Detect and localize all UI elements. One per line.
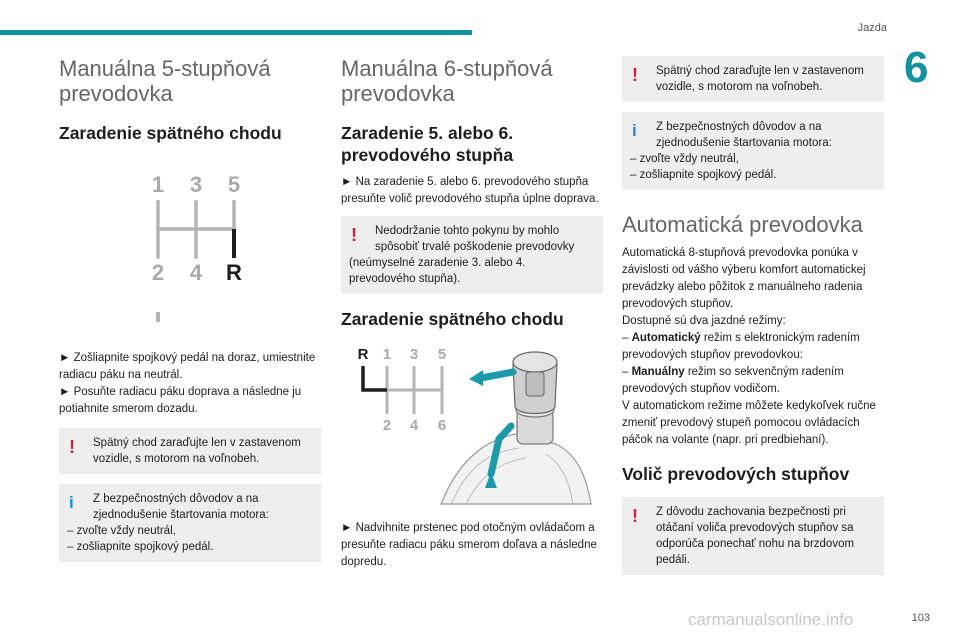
warning-text: Nedodržanie tohto pokynu by mohlo spôsobiť trvalé poškodenie prevodovky: [375, 225, 575, 253]
warning-note: [622, 497, 884, 575]
reverse-path: [363, 366, 387, 390]
mode-automatic: – Automatický režim s elektronickým radením prevodových stupňov prevodovkou:: [622, 332, 860, 361]
subheading-reverse: Zaradenie spätného chodu: [341, 309, 564, 329]
gear-label-4: 4: [409, 417, 419, 434]
subheading-selector: Volič prevodových stupňov: [622, 464, 850, 484]
gear-knob-illustration: [441, 352, 591, 504]
gear-label-4: 4: [189, 260, 203, 285]
gear-label-3: 3: [189, 172, 203, 197]
gear-label-1: 1: [382, 346, 392, 363]
subheading-reverse: Zaradenie spätného chodu: [59, 123, 282, 143]
chapter-number: 6: [904, 43, 929, 92]
section-title: Jazda: [857, 22, 887, 34]
info-text: Z bezpečnostných dôvodov a na zjednodušenie štartovania motora:: [93, 493, 269, 521]
info-note: [622, 112, 884, 190]
info-list-item: – zvoľte vždy neutrál,: [630, 153, 739, 165]
warning-icon: !: [351, 225, 357, 245]
gear-label-5: 5: [227, 172, 241, 197]
modes-intro: Dostupné sú dva jazdné režimy:: [622, 315, 786, 327]
step-5th-6th: ► Na zaradenie 5. alebo 6. prevodového stupňa presuňte volič prevodového stupňa úplne doprava.: [341, 176, 599, 205]
info-icon: i: [632, 121, 637, 140]
column-1: [59, 56, 321, 562]
warning-icon: !: [69, 437, 75, 457]
info-text: Z bezpečnostných dôvodov a na zjednodušenie štartovania motora:: [656, 121, 832, 149]
step-move-lever: ► Posuňte radiacu páku doprava a následne ju potiahnite smerom dozadu.: [59, 386, 302, 415]
automatic-intro: Automatická 8-stupňová prevodovka ponúka v závislosti od vášho výberu komfort automatickej prevádzky alebo pôžitok z manuálneho radenia prevodových stupňov.: [622, 247, 866, 310]
step-press-clutch: ► Zošliapnite spojkový pedál na doraz, umiestnite radiacu páku na neutrál.: [59, 352, 316, 381]
warning-note: [341, 216, 603, 294]
gear-label-1: 1: [151, 172, 165, 197]
info-list-item: – zošliapnite spojkový pedál.: [630, 169, 777, 181]
gear-label-r: R: [226, 260, 242, 285]
gear-label-2: 2: [382, 417, 392, 434]
header-bar: [0, 30, 472, 35]
section-heading-manual-6: Manuálna 6-stupňová prevodovka: [341, 56, 553, 106]
section-heading-manual-5: Manuálna 5-stupňová prevodovka: [59, 56, 271, 106]
section-heading-automatic: Automatická prevodovka: [622, 212, 863, 237]
gear-pattern-6-diagram: [341, 344, 603, 514]
warning-note: [59, 428, 321, 474]
info-icon: i: [69, 493, 74, 512]
info-list-item: – zošliapnite spojkový pedál.: [67, 541, 214, 553]
info-note: [59, 484, 321, 562]
gear-label-5: 5: [437, 346, 447, 363]
paddles-note: V automatickom režime môžete kedykoľvek ručne zmeniť prevodový stupeň pomocou ovládacích páčok na volante (napr. pri predbiehaní).: [622, 400, 876, 446]
warning-text: Z dôvodu zachovania bezpečnosti pri otáčaní voliča prevodových stupňov sa odporúča ponechať nohu na brzdovom pedáli.: [656, 506, 855, 566]
gear-label-6: 6: [437, 417, 447, 434]
subheading-5th-6th: Zaradenie 5. alebo 6. prevodového stupňa: [341, 123, 514, 165]
warning-icon: !: [632, 65, 638, 85]
step-lift-ring: ► Nadvihnite prstenec pod otočným ovládačom a presuňte radiacu páku smerom doľava a následne dopredu.: [341, 522, 597, 568]
gear-pattern-5-diagram: [59, 162, 321, 322]
warning-icon: !: [632, 506, 638, 526]
mode-manual: – Manuálny režim so sekvenčným radením prevodových stupňov vodičom.: [622, 366, 844, 395]
info-list-item: – zvoľte vždy neutrál,: [67, 525, 176, 537]
warning-text: Spätný chod zaraďujte len v zastavenom vozidle, s motorom na voľnobeh.: [656, 65, 864, 93]
page-number: 103: [911, 612, 930, 624]
gear-label-2: 2: [151, 260, 165, 285]
warning-text: Spätný chod zaraďujte len v zastavenom vozidle, s motorom na voľnobeh.: [93, 437, 301, 465]
warning-text-continued: (neúmyselné zaradenie 3. alebo 4. prevodového stupňa).: [349, 257, 526, 285]
column-2: [341, 56, 603, 571]
watermark: carmanualsonline.info: [688, 610, 854, 629]
gear-label-3: 3: [409, 346, 419, 363]
gear-label-r: R: [357, 346, 369, 363]
column-3: [622, 56, 884, 575]
warning-note: [622, 56, 884, 102]
